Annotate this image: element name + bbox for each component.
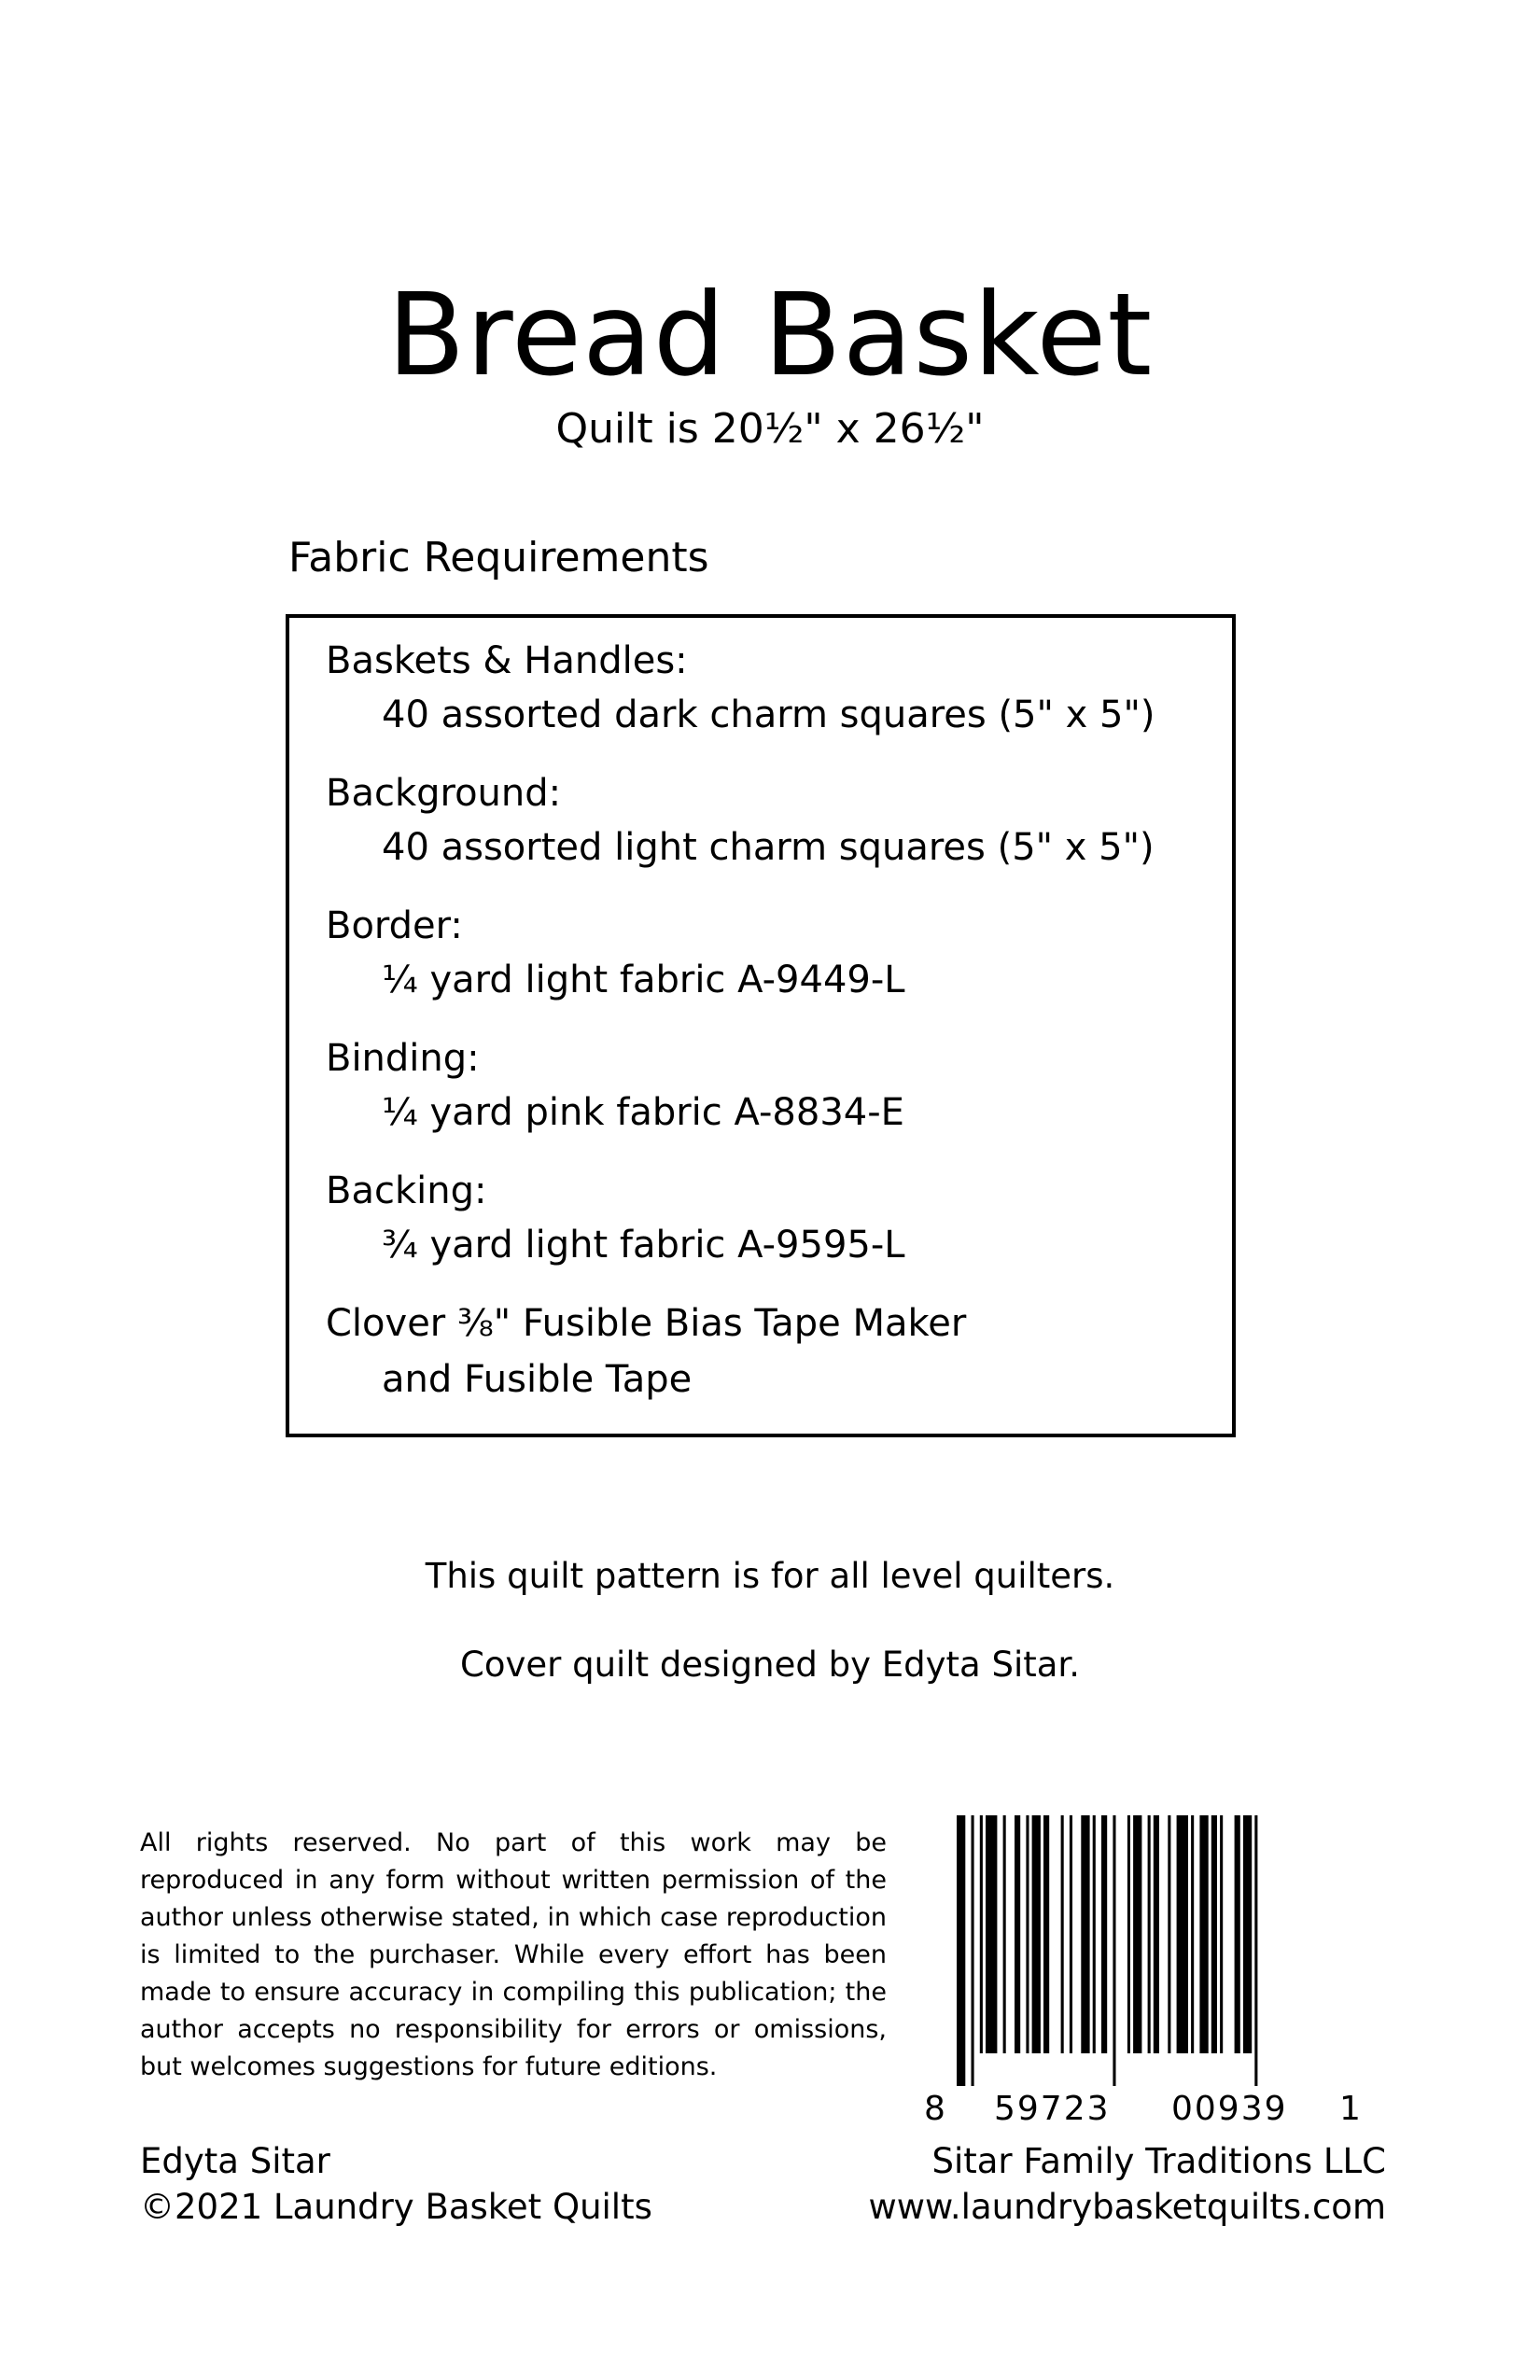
website-link[interactable]: www.laundrybasketquilts.com — [868, 2187, 1386, 2227]
requirement-value-border: ¼ yard light fabric A-9449-L — [382, 959, 905, 1001]
requirement-label-binding: Binding: — [326, 1037, 480, 1080]
requirement-value-backing: ¾ yard light fabric A-9595-L — [382, 1224, 905, 1267]
barcode-bar — [1032, 1815, 1041, 2053]
barcode-bar — [1133, 1815, 1141, 2053]
barcode-bar — [1168, 1815, 1170, 2053]
barcode-bar — [957, 1815, 965, 2086]
barcode-bar — [1191, 1815, 1194, 2053]
barcode-digit-start: 8 — [924, 2090, 945, 2128]
barcode-bar — [1101, 1815, 1107, 2053]
barcode-bar — [1211, 1815, 1217, 2053]
footer-website[interactable] — [868, 2187, 1386, 2227]
designer-note: Cover quilt designed by Edyta Sitar. — [460, 1645, 1080, 1685]
barcode-bar — [1015, 1815, 1020, 2053]
barcode-digits-right: 00939 — [1171, 2090, 1288, 2128]
requirement-value-background: 40 assorted light charm squares (5" x 5") — [382, 826, 1155, 869]
page-title: Bread Basket — [386, 269, 1154, 401]
barcode-bar — [1081, 1815, 1089, 2053]
requirement-label-tools: Clover ⅜" Fusible Bias Tape Maker — [326, 1302, 967, 1345]
barcode-bar — [1127, 1815, 1130, 2053]
footer-author: Edyta Sitar — [140, 2141, 330, 2181]
barcode-bar — [1177, 1815, 1188, 2053]
barcode-bar — [1003, 1815, 1006, 2053]
barcode-bar — [1026, 1815, 1029, 2053]
barcode-bar — [1093, 1815, 1096, 2053]
barcode-digits-left: 59723 — [994, 2090, 1111, 2128]
legal-notice: All rights reserved. No part of this work may be reproduced in any form without written permission of the author unless otherwise stated, in which case reproduction is limited to the purchaser. While every effort has been made to ensure accuracy in compiling this publication; the author accepts no responsibility for errors or omissions, but welcomes suggestions for future editions. — [140, 1828, 887, 2081]
requirement-value-binding: ¼ yard pink fabric A-8834-E — [382, 1091, 904, 1134]
skill-level-note: This quilt pattern is for all level quilters. — [425, 1556, 1115, 1596]
barcode-bar — [1235, 1815, 1240, 2053]
requirement-label-border: Border: — [326, 904, 463, 947]
barcode-bar — [1148, 1815, 1151, 2053]
barcode-bar — [1154, 1815, 1159, 2053]
barcode-bar — [1220, 1815, 1223, 2053]
barcode-bar — [980, 1815, 983, 2053]
barcode-bar — [1113, 1815, 1115, 2086]
barcode-digit-end: 1 — [1339, 2090, 1361, 2128]
barcode-bar — [986, 1815, 997, 2053]
requirement-label-baskets: Baskets & Handles: — [326, 639, 688, 682]
barcode-bar — [1199, 1815, 1208, 2053]
barcode-bar — [1061, 1815, 1064, 2053]
requirement-label-backing: Backing: — [326, 1169, 487, 1212]
fabric-requirements-heading: Fabric Requirements — [288, 534, 709, 581]
footer-copyright: ©2021 Laundry Basket Quilts — [140, 2187, 652, 2227]
footer-company: Sitar Family Traditions LLC — [931, 2141, 1386, 2181]
barcode-bar — [972, 1815, 974, 2086]
barcode-bar — [1243, 1815, 1252, 2053]
barcode-bar — [1070, 1815, 1072, 2053]
barcode-image — [957, 1815, 1349, 2086]
barcode-bar — [1043, 1815, 1049, 2053]
quilt-size: Quilt is 20½" x 26½" — [555, 405, 985, 453]
barcode-number — [924, 2090, 1363, 2139]
requirement-label-background: Background: — [326, 772, 562, 815]
requirement-value-baskets: 40 assorted dark charm squares (5" x 5") — [382, 693, 1155, 736]
requirement-value-tools: and Fusible Tape — [382, 1358, 693, 1401]
barcode-bar — [1254, 1815, 1257, 2086]
